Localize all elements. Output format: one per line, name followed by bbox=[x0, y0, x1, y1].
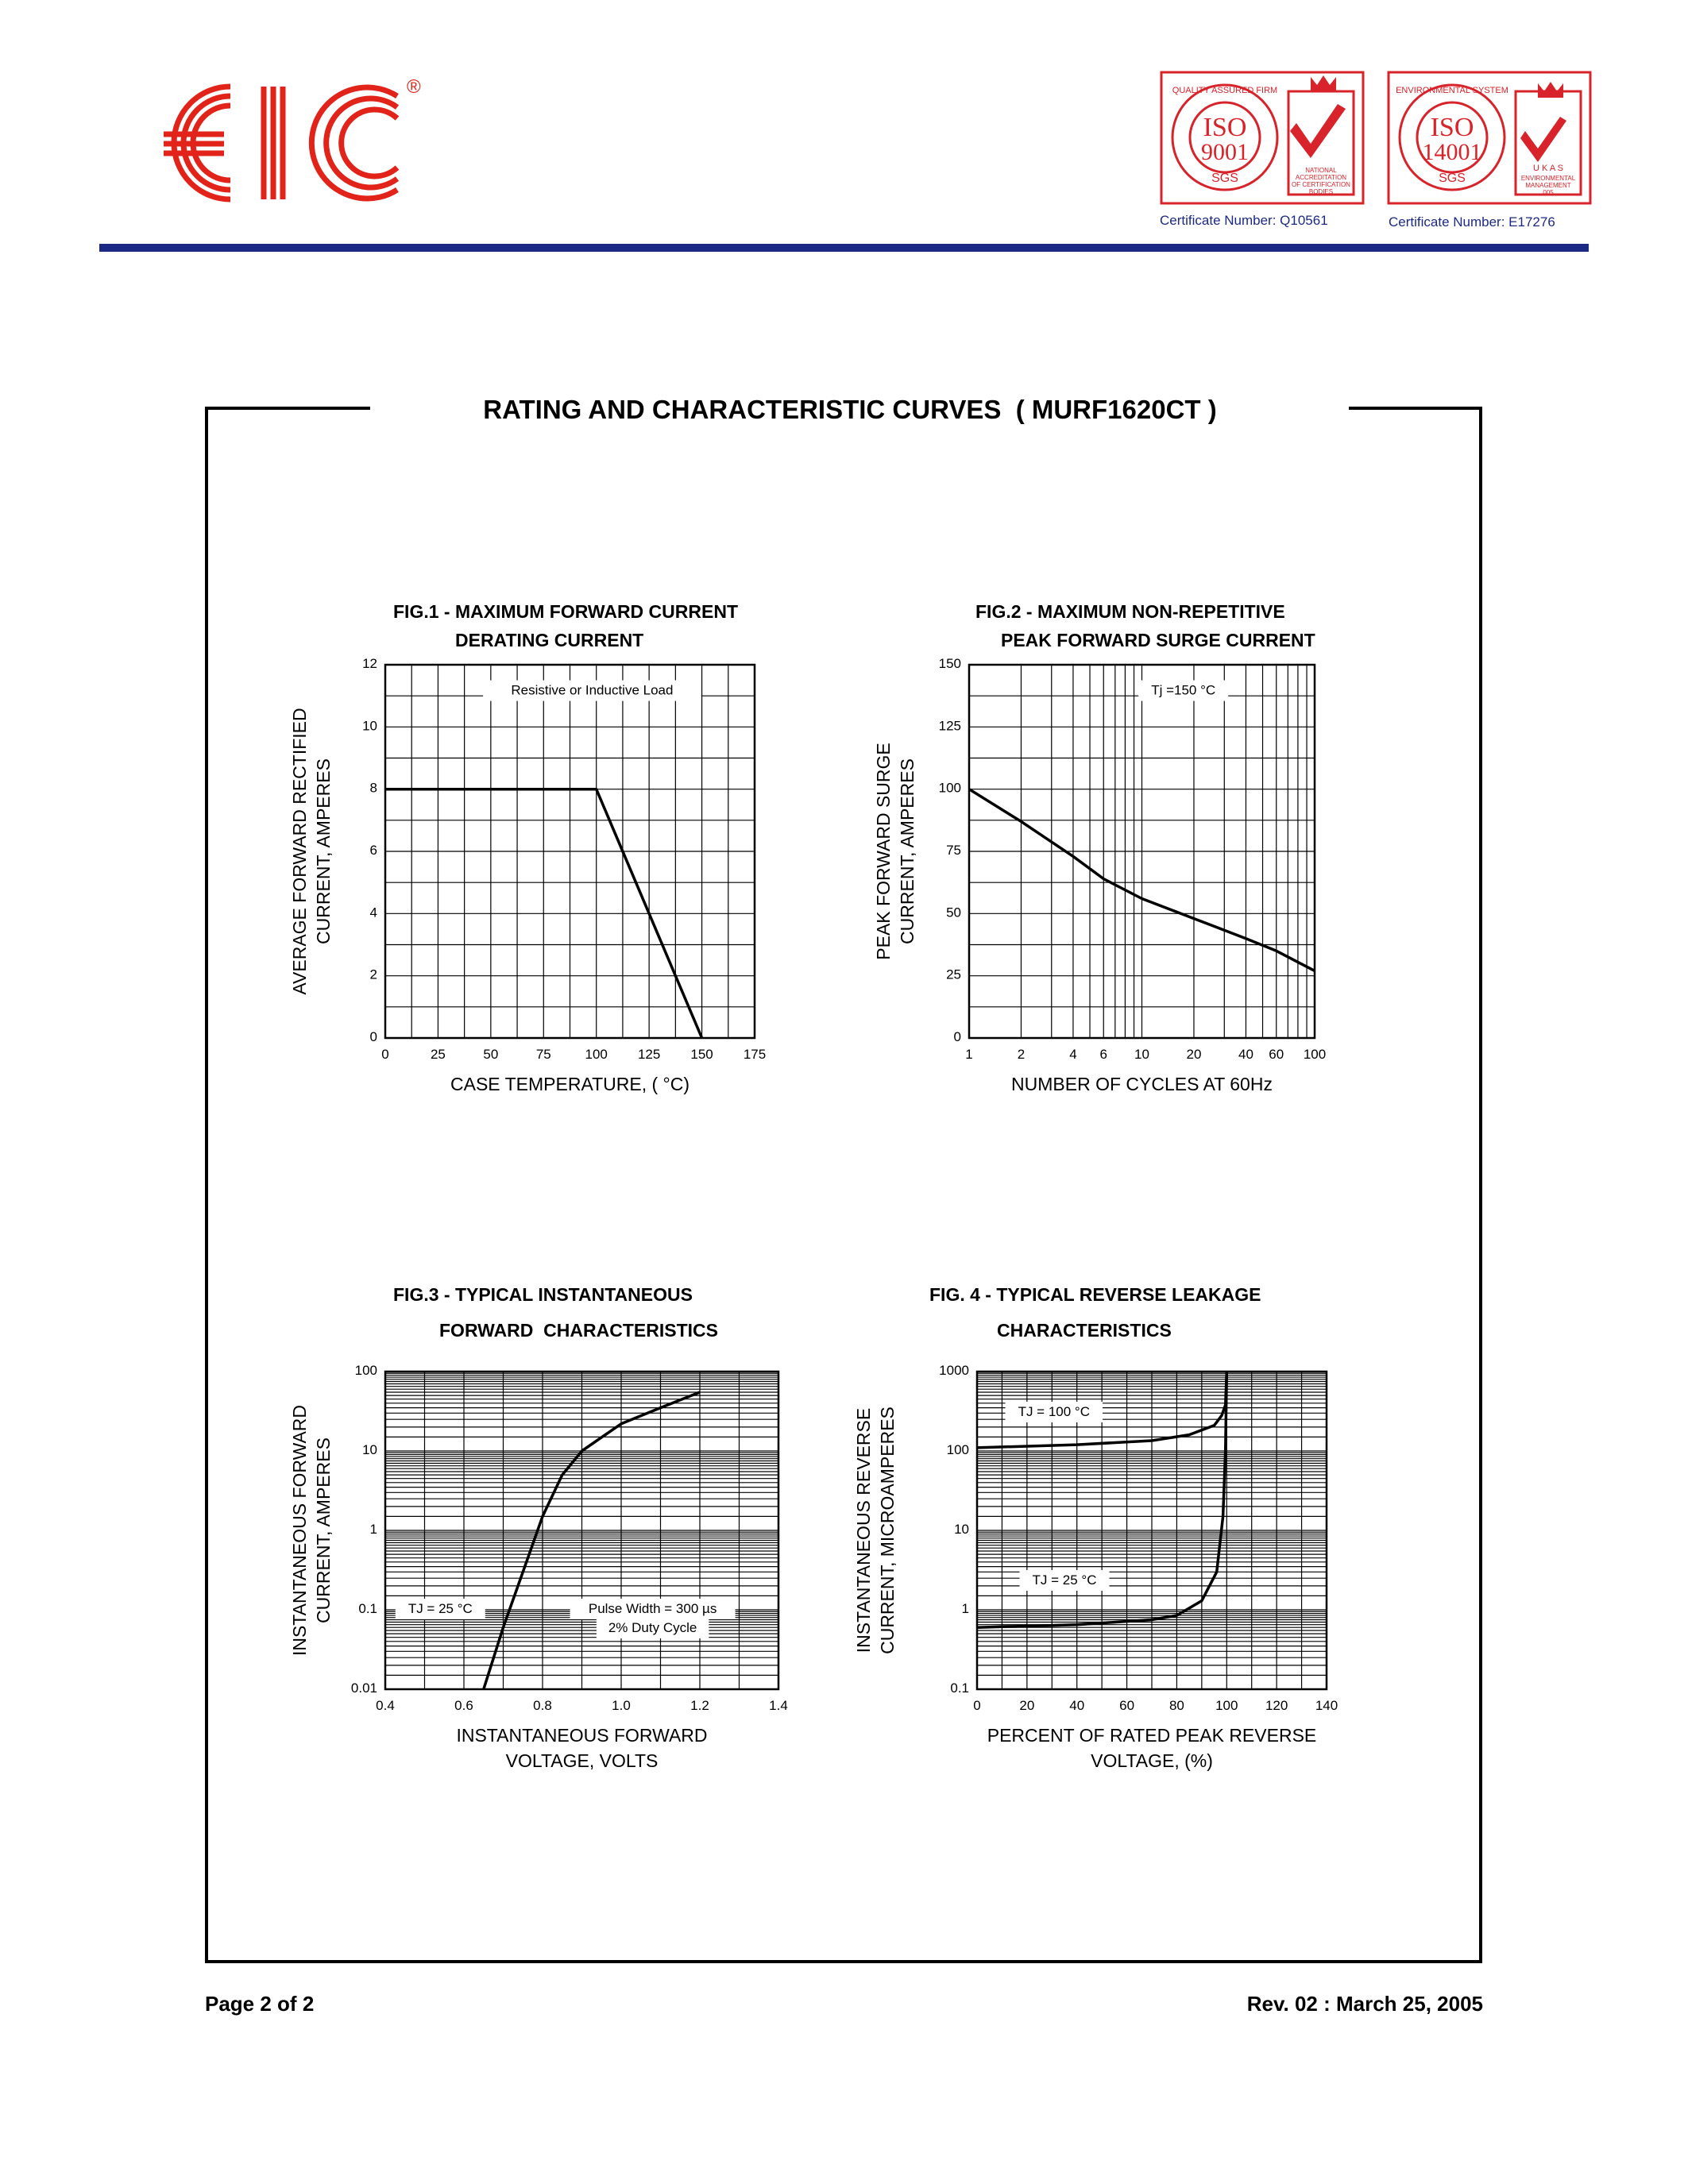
fig2-x-tick-label: 6 bbox=[1099, 1047, 1107, 1062]
certificate-number-2: Certificate Number: E17276 bbox=[1389, 214, 1555, 230]
fig2-y-axis-label: CURRENT, AMPERES bbox=[897, 758, 917, 944]
fig2-y-tick-label: 100 bbox=[938, 780, 961, 796]
fig4-x-tick-label: 60 bbox=[1119, 1698, 1135, 1713]
fig4-x-tick-label: 0 bbox=[973, 1698, 981, 1713]
fig1-y-tick-label: 6 bbox=[369, 843, 377, 858]
fig3-y-axis-label: CURRENT, AMPERES bbox=[313, 1437, 334, 1623]
fig3-x-tick-label: 1.2 bbox=[690, 1698, 709, 1713]
fig1-title-line2: DERATING CURRENT bbox=[455, 630, 644, 650]
svg-text:NATIONAL: NATIONAL bbox=[1305, 167, 1337, 174]
fig1-x-tick-label: 0 bbox=[381, 1047, 389, 1062]
fig1-x-tick-label: 50 bbox=[483, 1047, 499, 1062]
fig4-y-tick-label: 100 bbox=[946, 1442, 969, 1457]
fig2-x-tick-label: 40 bbox=[1238, 1047, 1253, 1062]
svg-text:14001: 14001 bbox=[1422, 139, 1482, 165]
fig1-y-tick-label: 0 bbox=[369, 1029, 377, 1044]
fig3-x-tick-label: 0.4 bbox=[376, 1698, 395, 1713]
fig1-x-tick-label: 25 bbox=[430, 1047, 446, 1062]
svg-text:ENVIRONMENTAL: ENVIRONMENTAL bbox=[1520, 175, 1576, 182]
fig2-x-tick-label: 4 bbox=[1069, 1047, 1077, 1062]
fig3-x-tick-label: 0.6 bbox=[454, 1698, 473, 1713]
fig2-y-tick-label: 0 bbox=[953, 1029, 961, 1044]
fig1-x-axis-label: CASE TEMPERATURE, ( °C) bbox=[450, 1074, 689, 1094]
svg-text:ACCREDITATION: ACCREDITATION bbox=[1295, 174, 1347, 181]
fig1-x-tick-label: 75 bbox=[535, 1047, 551, 1062]
fig4-y-axis-label: CURRENT, MICROAMPERES bbox=[877, 1406, 898, 1654]
svg-text:ISO: ISO bbox=[1203, 113, 1247, 142]
fig4-svg bbox=[846, 1362, 1370, 1839]
registered-mark: ® bbox=[407, 76, 421, 98]
fig3-annotation: Pulse Width = 300 µs bbox=[588, 1601, 717, 1616]
fig1-y-tick-label: 4 bbox=[369, 905, 377, 920]
revision-date: Rev. 02 : March 25, 2005 bbox=[1246, 1992, 1483, 2016]
fig2-svg bbox=[866, 655, 1374, 1132]
certification-badges bbox=[1160, 68, 1620, 238]
certificate-number-1: Certificate Number: Q10561 bbox=[1160, 213, 1328, 228]
fig2-x-tick-label: 10 bbox=[1134, 1047, 1149, 1062]
fig1-y-axis-label: AVERAGE FORWARD RECTIFIED bbox=[289, 708, 310, 995]
fig3-annotation: TJ = 25 °C bbox=[408, 1601, 473, 1616]
document-title: RATING AND CHARACTERISTIC CURVES ( MURF1620CT ) bbox=[373, 394, 1327, 426]
fig2-grid bbox=[969, 665, 1315, 1038]
svg-text:005: 005 bbox=[1543, 189, 1554, 196]
fig1-x-tick-label: 175 bbox=[743, 1047, 767, 1062]
fig3-svg bbox=[282, 1362, 790, 1839]
fig1-annotation: Resistive or Inductive Load bbox=[511, 682, 674, 698]
fig1-grid bbox=[385, 665, 755, 1038]
fig1-y-axis-label: CURRENT, AMPERES bbox=[313, 758, 334, 944]
fig3-y-tick-label: 0.1 bbox=[358, 1601, 377, 1616]
fig4-title-line2: CHARACTERISTICS bbox=[997, 1320, 1172, 1341]
fig1-svg bbox=[282, 655, 790, 1132]
fig3-y-tick-label: 0.01 bbox=[350, 1680, 377, 1696]
fig3-x-axis-label: INSTANTANEOUS FORWARD bbox=[456, 1725, 708, 1746]
svg-text:9001: 9001 bbox=[1201, 139, 1249, 165]
svg-text:U K A S: U K A S bbox=[1533, 164, 1563, 173]
fig2-y-tick-label: 50 bbox=[946, 905, 961, 920]
fig4-x-tick-label: 40 bbox=[1069, 1698, 1085, 1713]
fig2-annotation: Tj =150 °C bbox=[1151, 682, 1216, 698]
svg-text:SGS: SGS bbox=[1211, 172, 1238, 185]
svg-text:SGS: SGS bbox=[1439, 172, 1466, 185]
fig4-x-tick-label: 80 bbox=[1168, 1698, 1184, 1713]
fig2-x-tick-label: 100 bbox=[1303, 1047, 1327, 1062]
svg-text:BODIES: BODIES bbox=[1308, 188, 1334, 195]
fig3-y-axis-label: INSTANTANEOUS FORWARD bbox=[289, 1404, 310, 1657]
fig4-x-axis-label: PERCENT OF RATED PEAK REVERSE bbox=[987, 1725, 1317, 1746]
fig3-x-tick-label: 1.4 bbox=[769, 1698, 788, 1713]
fig2-x-tick-label: 2 bbox=[1017, 1047, 1026, 1062]
svg-text:ENVIRONMENTAL SYSTEM: ENVIRONMENTAL SYSTEM bbox=[1396, 86, 1508, 95]
header-rule bbox=[99, 244, 1589, 252]
fig1-y-tick-label: 10 bbox=[362, 718, 377, 734]
fig2-title-line2: PEAK FORWARD SURGE CURRENT bbox=[1001, 630, 1315, 650]
fig4-x-tick-label: 20 bbox=[1019, 1698, 1035, 1713]
fig4-annotation: TJ = 25 °C bbox=[1032, 1572, 1097, 1588]
fig1-title-line1: FIG.1 - MAXIMUM FORWARD CURRENT bbox=[393, 601, 739, 622]
fig2-y-tick-label: 125 bbox=[938, 718, 961, 734]
fig4-x-tick-label: 140 bbox=[1315, 1698, 1338, 1713]
fig3-chart bbox=[282, 1362, 790, 1843]
fig4-y-axis-label: INSTANTANEOUS REVERSE bbox=[853, 1407, 874, 1653]
fig3-grid bbox=[385, 1372, 778, 1689]
fig1-x-tick-label: 150 bbox=[690, 1047, 713, 1062]
company-logo bbox=[135, 75, 453, 214]
fig2-x-tick-label: 1 bbox=[965, 1047, 973, 1062]
fig4-x-axis-label: VOLTAGE, (%) bbox=[1091, 1750, 1213, 1771]
fig3-x-axis-label: VOLTAGE, VOLTS bbox=[505, 1750, 659, 1771]
fig4-x-tick-label: 120 bbox=[1265, 1698, 1288, 1713]
fig1-x-tick-label: 125 bbox=[637, 1047, 661, 1062]
fig2-x-axis-label: NUMBER OF CYCLES AT 60Hz bbox=[1011, 1074, 1273, 1094]
fig2-x-tick-label: 20 bbox=[1186, 1047, 1202, 1062]
fig3-title-line1: FIG.3 - TYPICAL INSTANTANEOUS bbox=[393, 1284, 693, 1305]
fig4-annotation: TJ = 100 °C bbox=[1018, 1404, 1091, 1419]
fig2-y-tick-label: 75 bbox=[946, 843, 961, 858]
fig4-title-line1: FIG. 4 - TYPICAL REVERSE LEAKAGE bbox=[929, 1284, 1261, 1305]
fig4-x-tick-label: 100 bbox=[1215, 1698, 1238, 1713]
fig1-y-tick-label: 2 bbox=[369, 967, 377, 982]
fig1-y-tick-label: 12 bbox=[362, 656, 377, 671]
fig4-y-tick-label: 1 bbox=[961, 1601, 969, 1616]
fig1-chart bbox=[282, 655, 790, 1136]
fig4-y-tick-label: 0.1 bbox=[950, 1680, 969, 1696]
fig2-y-tick-label: 25 bbox=[946, 967, 961, 982]
fig2-y-axis-label: PEAK FORWARD SURGE bbox=[873, 743, 894, 960]
fig4-y-tick-label: 1000 bbox=[939, 1363, 969, 1378]
fig2-title-line1: FIG.2 - MAXIMUM NON-REPETITIVE bbox=[975, 601, 1285, 622]
fig2-chart bbox=[866, 655, 1374, 1136]
fig3-x-tick-label: 0.8 bbox=[533, 1698, 552, 1713]
fig1-x-tick-label: 100 bbox=[585, 1047, 608, 1062]
fig4-chart bbox=[846, 1362, 1370, 1843]
fig4-y-tick-label: 10 bbox=[954, 1522, 969, 1537]
fig3-x-tick-label: 1.0 bbox=[612, 1698, 631, 1713]
certification-badges-graphic bbox=[1160, 68, 1620, 234]
fig3-annotation: 2% Duty Cycle bbox=[608, 1620, 697, 1635]
fig3-y-tick-label: 1 bbox=[369, 1522, 377, 1537]
svg-text:QUALITY ASSURED FIRM: QUALITY ASSURED FIRM bbox=[1172, 86, 1278, 95]
fig3-y-tick-label: 100 bbox=[354, 1363, 377, 1378]
fig1-y-tick-label: 8 bbox=[369, 780, 377, 796]
fig3-y-tick-label: 10 bbox=[362, 1442, 377, 1457]
fig3-title-line2: FORWARD CHARACTERISTICS bbox=[439, 1320, 718, 1341]
fig2-x-tick-label: 60 bbox=[1269, 1047, 1284, 1062]
page-number: Page 2 of 2 bbox=[205, 1992, 315, 2016]
svg-text:OF CERTIFICATION: OF CERTIFICATION bbox=[1292, 181, 1350, 188]
svg-text:MANAGEMENT: MANAGEMENT bbox=[1525, 182, 1571, 189]
svg-text:ISO: ISO bbox=[1430, 113, 1474, 142]
fig2-y-tick-label: 150 bbox=[938, 656, 961, 671]
